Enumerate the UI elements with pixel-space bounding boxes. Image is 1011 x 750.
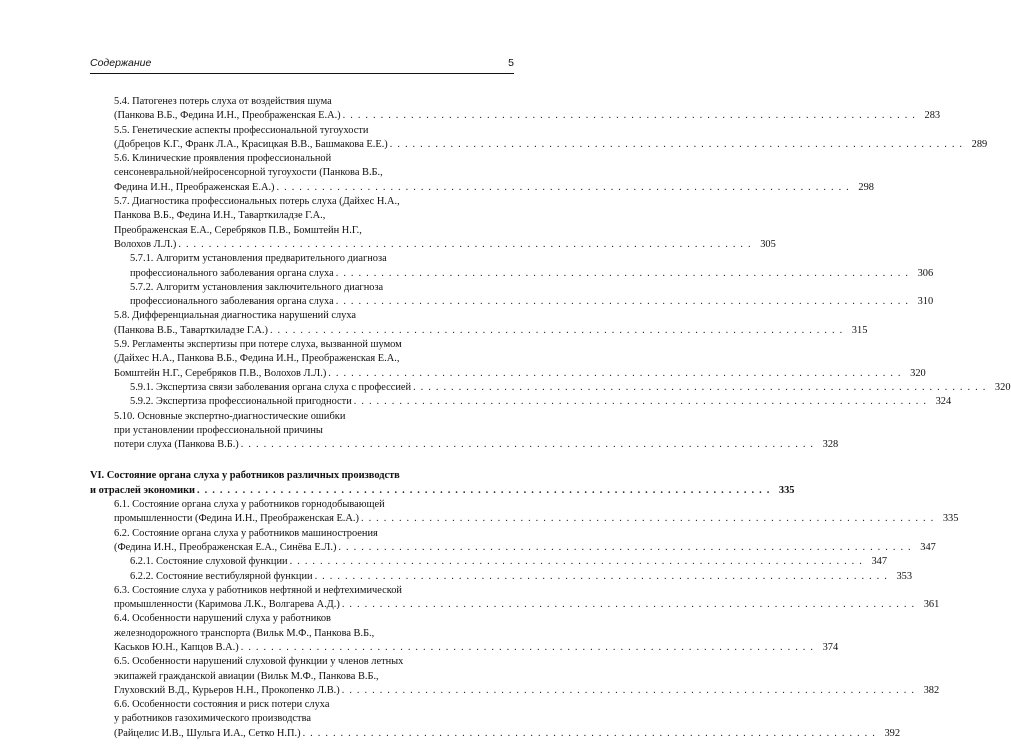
toc-entry-text-line: 5.9.1. Экспертиза связи заболевания органа слуха с профессией	[130, 381, 412, 393]
toc-entry-text-line: при установлении профессиональной причины	[114, 424, 323, 436]
toc-entry-text-line: Бомштейн Н.Г., Серебряков П.В., Волохов Л.Л.)	[114, 367, 327, 379]
dot-leader: . . . . . . . . . . . . . . . . . . . . . . . . . . . . . . . . . . . . . . . . . . . . . . . . . . . . . . . . . . . . . . . . . . . . . . . . . . . .	[335, 296, 910, 308]
toc-entry-text-line: 5.7.2. Алгоритм установления заключительного диагноза	[130, 281, 384, 293]
dot-leader: . . . . . . . . . . . . . . . . . . . . . . . . . . . . . . . . . . . . . . . . . . . . . . . . . . . . . . . . . . . . . . . . . . . . . . . . . . . .	[240, 439, 815, 451]
toc-page-number: 289	[971, 138, 988, 150]
toc-entry-text-line: (Добрецов К.Г., Франк Л.А., Красицкая В.В., Башмакова Е.Е.)	[114, 138, 388, 150]
dot-leader: . . . . . . . . . . . . . . . . . . . . . . . . . . . . . . . . . . . . . . . . . . . . . . . . . . . . . . . . . . . . . . . . . . . . . . . . . . . .	[341, 599, 916, 611]
toc-entry-text-line: Глуховский В.Д., Курьеров Н.Н., Прокопенко Л.В.)	[114, 684, 340, 696]
dot-leader: . . . . . . . . . . . . . . . . . . . . . . . . . . . . . . . . . . . . . . . . . . . . . . . . . . . . . . . . . . . . . . . . . . . . . . . . . . . .	[341, 684, 916, 696]
toc-entry-text-line: Преображенская Е.А., Серебряков П.В., Бомштейн Н.Г.,	[114, 224, 362, 236]
toc-page-number: 374	[822, 641, 839, 653]
toc-entry-text-line: профессионального заболевания органа слуха	[130, 267, 334, 279]
toc-page-number: 283	[924, 110, 941, 122]
toc-entry[interactable]	[90, 527, 936, 556]
table-of-contents	[90, 95, 1011, 741]
toc-entry-text-line: Каськов Ю.Н., Капцов В.А.)	[114, 641, 239, 653]
toc-entry-text-line: потери слуха (Панкова В.Б.)	[114, 439, 239, 451]
toc-entry-text-line: 5.9. Регламенты экспертизы при потере слуха, вызванной шумом	[114, 339, 402, 351]
toc-entry-text-line: 5.7.1. Алгоритм установления предварительного диагноза	[130, 253, 387, 265]
toc-page-number: 361	[923, 599, 940, 611]
header-rule	[90, 73, 514, 74]
dot-leader: . . . . . . . . . . . . . . . . . . . . . . . . . . . . . . . . . . . . . . . . . . . . . . . . . . . . . . . . . . . . . . . . . . . . . . . . . . . .	[389, 138, 964, 150]
toc-entry-text-line: Федина И.Н., Преображенская Е.А.)	[114, 181, 275, 193]
toc-page-number: 298	[858, 181, 874, 193]
toc-entry-text-line: 6.4. Особенности нарушений слуха у работников	[114, 613, 331, 625]
dot-leader: . . . . . . . . . . . . . . . . . . . . . . . . . . . . . . . . . . . . . . . . . . . . . . . . . . . . . . . . . . . . . . . . . . . . . . . . . . . .	[302, 727, 877, 739]
toc-entry-text-line: у работников газохимического производства	[114, 713, 311, 725]
dot-leader: . . . . . . . . . . . . . . . . . . . . . . . . . . . . . . . . . . . . . . . . . . . . . . . . . . . . . . . . . . . . . . . . . . . . . . . . . . . .	[328, 367, 902, 379]
dot-leader: . . . . . . . . . . . . . . . . . . . . . . . . . . . . . . . . . . . . . . . . . . . . . . . . . . . . . . . . . . . . . . . . . . . . . . . . . . . .	[360, 513, 935, 525]
toc-entry-text-line: 6.3. Состояние слуха у работников нефтяной и нефтехимической	[114, 584, 402, 596]
toc-entry[interactable]	[90, 252, 934, 281]
toc-entry-text-line: (Панкова В.Б., Федина И.Н., Преображенская Е.А.)	[114, 110, 341, 122]
dot-leader: . . . . . . . . . . . . . . . . . . . . . . . . . . . . . . . . . . . . . . . . . . . . . . . . . . . . . . . . . . . . . . . . . . . . . . . . . . . .	[178, 238, 752, 250]
toc-entry[interactable]	[90, 498, 959, 527]
toc-entry-text-line: промышленности (Федина И.Н., Преображенская Е.А.)	[114, 513, 359, 525]
toc-entry-text-line: 6.6. Особенности состояния и риск потери слуха	[114, 699, 330, 711]
dot-leader: . . . . . . . . . . . . . . . . . . . . . . . . . . . . . . . . . . . . . . . . . . . . . . . . . . . . . . . . . . . . . . . . . . . . . . . . . . . .	[289, 556, 864, 568]
toc-entry-text-line: 6.2.2. Состояние вестибулярной функции	[130, 570, 313, 582]
toc-page-number: 392	[884, 727, 901, 739]
dot-leader: . . . . . . . . . . . . . . . . . . . . . . . . . . . . . . . . . . . . . . . . . . . . . . . . . . . . . . . . . . . . . . . . . . . . . . . . . . . .	[413, 381, 987, 393]
toc-entry[interactable]	[90, 281, 934, 310]
toc-entry-text-line: 5.7. Диагностика профессиональных потерь слуха (Дайхес Н.А.,	[114, 196, 400, 208]
toc-entry-text-line: 5.8. Дифференциальная диагностика нарушений слуха	[114, 310, 357, 322]
toc-entry[interactable]	[90, 655, 940, 698]
toc-entry-text-line: 5.5. Генетические аспекты профессиональной тугоухости	[114, 124, 369, 136]
toc-entry[interactable]	[90, 152, 874, 195]
toc-page-number: 320	[994, 381, 1011, 393]
toc-entry[interactable]	[90, 381, 1011, 395]
dot-leader: . . . . . . . . . . . . . . . . . . . . . . . . . . . . . . . . . . . . . . . . . . . . . . . . . . . . . . . . . . . . . . . . . . . . . . . . . . . .	[269, 324, 844, 336]
toc-entry-text-line: 6.5. Особенности нарушений слуховой функции у членов летных	[114, 656, 404, 668]
toc-page-number: 335	[778, 484, 795, 496]
toc-entry-text-line: и отраслей экономики	[90, 484, 196, 496]
toc-entry-text-line: профессионального заболевания органа слуха	[130, 296, 334, 308]
toc-page-number: 315	[851, 324, 868, 336]
dot-leader: . . . . . . . . . . . . . . . . . . . . . . . . . . . . . . . . . . . . . . . . . . . . . . . . . . . . . . . . . . . . . . . . . . . . . . . . . . . .	[240, 641, 815, 653]
toc-entry-text-line: VI. Состояние органа слуха у работников различных производств	[90, 470, 400, 482]
toc-entry-text-line: 5.10. Основные экспертно-диагностические ошибки	[114, 410, 346, 422]
toc-entry[interactable]	[90, 698, 901, 741]
toc-entry-text-line: сенсоневральной/нейросенсорной тугоухости (Панкова В.Б.,	[114, 167, 383, 179]
toc-page-number: 324	[935, 396, 952, 408]
toc-entry[interactable]	[90, 555, 888, 569]
toc-entry-text-line: промышленности (Каримова Л.К., Волгарева А.Д.)	[114, 599, 340, 611]
dot-leader: . . . . . . . . . . . . . . . . . . . . . . . . . . . . . . . . . . . . . . . . . . . . . . . . . . . . . . . . . . . . . . . . . . . . . . . . . . . .	[335, 267, 910, 279]
toc-page-number: 305	[760, 238, 776, 250]
toc-entry-text-line: 5.6. Клинические проявления профессиональной	[114, 153, 332, 165]
dot-leader: . . . . . . . . . . . . . . . . . . . . . . . . . . . . . . . . . . . . . . . . . . . . . . . . . . . . . . . . . . . . . . . . . . . . . . . . . . . .	[342, 110, 917, 122]
dot-leader: . . . . . . . . . . . . . . . . . . . . . . . . . . . . . . . . . . . . . . . . . . . . . . . . . . . . . . . . . . . . . . . . . . . . . . . . . . . .	[353, 396, 928, 408]
dot-leader: . . . . . . . . . . . . . . . . . . . . . . . . . . . . . . . . . . . . . . . . . . . . . . . . . . . . . . . . . . . . . . . . . . . . . . . . . . . .	[197, 484, 771, 496]
toc-section-heading[interactable]	[90, 469, 795, 498]
toc-page-number: 335	[942, 513, 959, 525]
toc-entry-text-line: железнодорожного транспорта (Вильк М.Ф., Панкова В.Б.,	[114, 627, 375, 639]
toc-entry-text-line: 5.4. Патогенез потерь слуха от воздействия шума	[114, 96, 332, 107]
toc-page-number: 328	[822, 439, 839, 451]
toc-entry-text-line: (Райцелис И.В., Шульга И.А., Сетко Н.П.)	[114, 727, 301, 739]
toc-entry[interactable]	[90, 612, 839, 655]
page-number: 5	[508, 57, 514, 69]
toc-entry-text-line: (Панкова В.Б., Таварткиладзе Г.А.)	[114, 324, 268, 336]
dot-leader: . . . . . . . . . . . . . . . . . . . . . . . . . . . . . . . . . . . . . . . . . . . . . . . . . . . . . . . . . . . . . . . . . . . . . . . . . . . .	[338, 541, 912, 553]
dot-leader: . . . . . . . . . . . . . . . . . . . . . . . . . . . . . . . . . . . . . . . . . . . . . . . . . . . . . . . . . . . . . . . . . . . . . . . . . . . .	[276, 181, 850, 193]
dot-leader: . . . . . . . . . . . . . . . . . . . . . . . . . . . . . . . . . . . . . . . . . . . . . . . . . . . . . . . . . . . . . . . . . . . . . . . . . . . .	[314, 570, 889, 582]
toc-entry-text-line: 6.2.1. Состояние слуховой функции	[130, 556, 288, 568]
toc-entry[interactable]	[90, 95, 941, 124]
toc-page-number: 310	[917, 296, 934, 308]
toc-entry[interactable]	[90, 195, 776, 252]
running-header-title: Содержание	[90, 57, 152, 69]
toc-entry-text-line: 6.1. Состояние органа слуха у работников горнодобывающей	[114, 499, 385, 511]
toc-page-number: 347	[920, 541, 936, 553]
toc-entry[interactable]	[90, 395, 952, 409]
toc-entry[interactable]	[90, 124, 988, 153]
toc-page-number: 347	[871, 556, 888, 568]
toc-page-number: 353	[896, 570, 913, 582]
toc-entry[interactable]	[90, 410, 839, 453]
toc-entry[interactable]	[90, 570, 913, 584]
toc-entry-text-line: экипажей гражданской авиации (Вильк М.Ф., Панкова В.Б.,	[114, 670, 379, 682]
toc-entry-text-line: (Дайхес Н.А., Панкова В.Б., Федина И.Н., Преображенская Е.А.,	[114, 353, 400, 365]
toc-entry-text-line: Панкова В.Б., Федина И.Н., Таварткиладзе Г.А.,	[114, 210, 326, 222]
running-header	[90, 57, 514, 71]
toc-entry[interactable]	[90, 309, 868, 338]
toc-page-number: 320	[910, 367, 926, 379]
toc-entry-text-line: 5.9.2. Экспертиза профессиональной пригодности	[130, 396, 352, 408]
toc-entry-text-line: Волохов Л.Л.)	[114, 238, 177, 250]
toc-page-number: 306	[917, 267, 934, 279]
toc-entry[interactable]	[90, 338, 926, 381]
toc-entry-text-line: 6.2. Состояние органа слуха у работников машиностроения	[114, 527, 378, 539]
toc-entry[interactable]	[90, 584, 940, 613]
toc-page-number: 382	[923, 684, 940, 696]
toc-entry-text-line: (Федина И.Н., Преображенская Е.А., Синёва Е.Л.)	[114, 541, 337, 553]
